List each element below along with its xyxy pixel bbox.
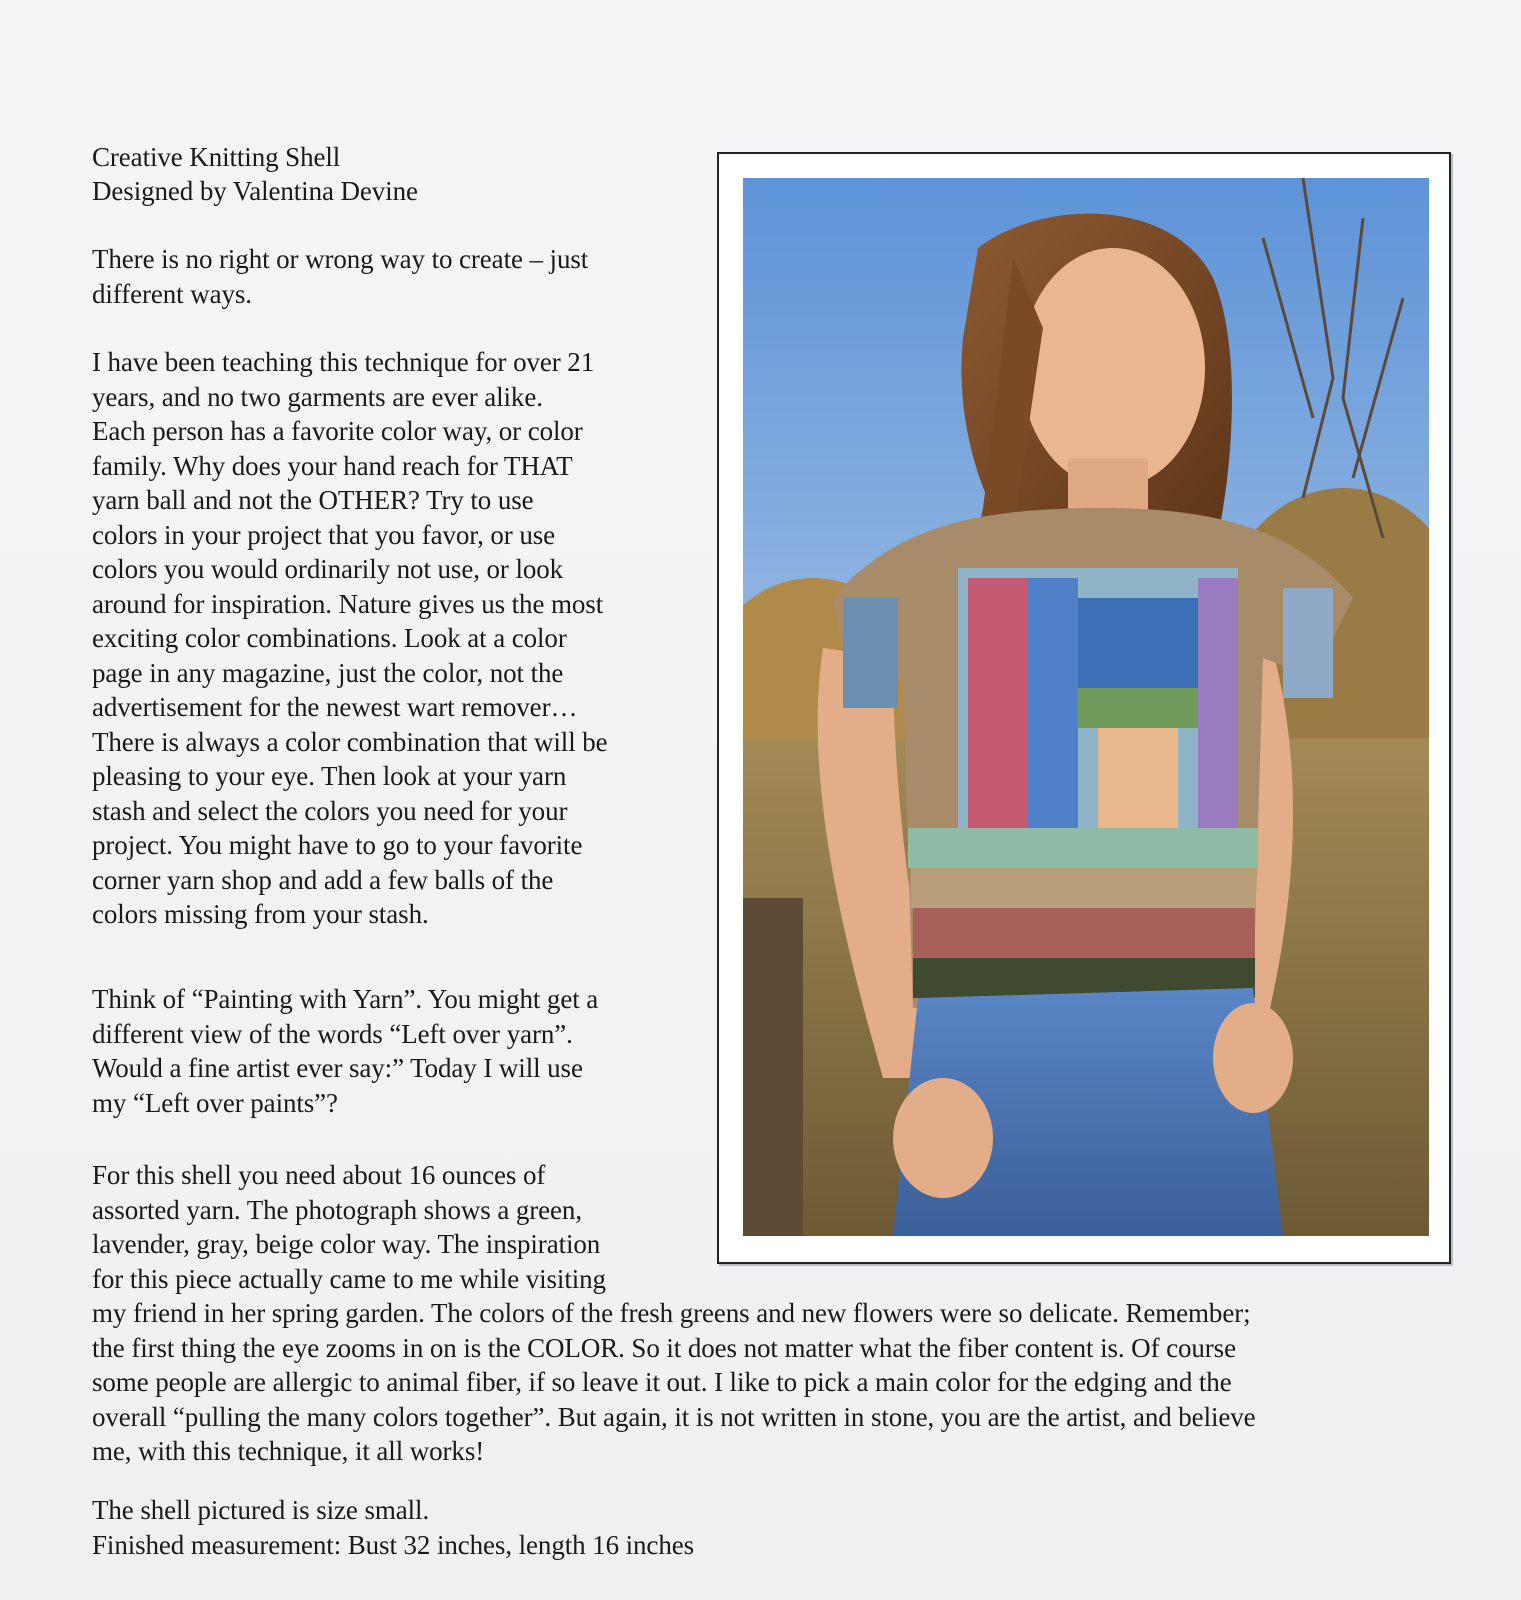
designer-credit: Designed by Valentina Devine	[92, 176, 418, 206]
paragraph-line: my friend in her spring garden. The colors of the fresh greens and new flowers were so delicate. Remember;	[92, 1298, 1251, 1328]
paragraph-line: around for inspiration. Nature gives us the most	[92, 588, 604, 619]
paragraph-line: exciting color combinations. Look at a color	[92, 623, 567, 653]
paragraph-line: For this shell you need about 16 ounces of	[92, 1160, 546, 1190]
paragraph-line: There is always a color combination that will be	[92, 726, 608, 757]
paragraph-line: stash and select the colors you need for your	[92, 795, 568, 826]
paragraph-line: colors you would ordinarily not use, or look	[92, 554, 564, 584]
paragraph-line: my “Left over paints”?	[92, 1087, 338, 1118]
paragraph-line: years, and no two garments are ever alike.	[92, 381, 543, 412]
bleed-through-decoration	[1300, 1400, 1306, 1427]
paragraph-line: Would a fine artist ever say:” Today I will use	[92, 1053, 583, 1083]
paragraph-line: advertisement for the newest wart remover…	[92, 692, 578, 722]
paragraph-line: corner yarn shop and add a few balls of the	[92, 864, 554, 895]
paragraph-line: pleasing to your eye. Then look at your yarn	[92, 761, 567, 791]
face	[1021, 248, 1205, 488]
photo-frame	[717, 152, 1451, 1264]
hand-right	[1213, 1003, 1293, 1113]
paragraph-line: colors missing from your stash.	[92, 899, 429, 929]
paragraph-painting-with-yarn	[92, 982, 598, 1120]
paragraph-line: family. Why does your hand reach for THAT	[92, 450, 573, 481]
paragraph-line: The shell pictured is size small.	[92, 1495, 430, 1525]
paragraph-line: Each person has a favorite color way, or color	[92, 416, 583, 446]
paragraph-line: lavender, gray, beige color way. The inspiration	[92, 1229, 601, 1259]
paragraph-line: some people are allergic to animal fiber, if so leave it out. I like to pick a main color for the edging and the	[92, 1367, 1232, 1397]
paragraph-line: Think of “Painting with Yarn”. You might get a	[92, 984, 599, 1014]
paragraph-line: overall “pulling the many colors together”. But again, it is not written in stone, you are the artist, and believe	[92, 1401, 1256, 1432]
paragraph-line: the first thing the eye zooms in on is the COLOR. So it does not matter what the fiber content is. Of course	[92, 1332, 1236, 1363]
fence-post	[743, 898, 803, 1236]
paragraph-line: yarn ball and not the OTHER? Try to use	[92, 485, 534, 515]
paragraph-size	[92, 1493, 694, 1562]
photo-illustration	[743, 178, 1429, 1236]
knitted-shell-photo	[743, 178, 1429, 1236]
paragraph-teaching	[92, 345, 608, 932]
title-block	[92, 140, 418, 208]
paragraph-intro	[92, 242, 588, 311]
paragraph-line: page in any magazine, just the color, not the	[92, 657, 564, 688]
paragraph-line: for this piece actually came to me while visiting	[92, 1263, 606, 1294]
paragraph-line: me, with this technique, it all works!	[92, 1436, 485, 1466]
paragraph-line: colors in your project that you favor, or use	[92, 519, 556, 550]
paragraph-line: different view of the words “Left over yarn”.	[92, 1018, 573, 1049]
hand-left	[893, 1078, 993, 1198]
paragraph-line: Finished measurement: Bust 32 inches, length 16 inches	[92, 1529, 695, 1560]
paragraph-line: There is no right or wrong way to create – just	[92, 244, 589, 274]
paragraph-line: different ways.	[92, 278, 252, 309]
paragraph-line: project. You might have to go to your favorite	[92, 830, 583, 860]
document-title: Creative Knitting Shell	[92, 142, 341, 172]
paragraph-line: I have been teaching this technique for over 21	[92, 347, 595, 377]
paragraph-line: assorted yarn. The photograph shows a green,	[92, 1194, 582, 1225]
